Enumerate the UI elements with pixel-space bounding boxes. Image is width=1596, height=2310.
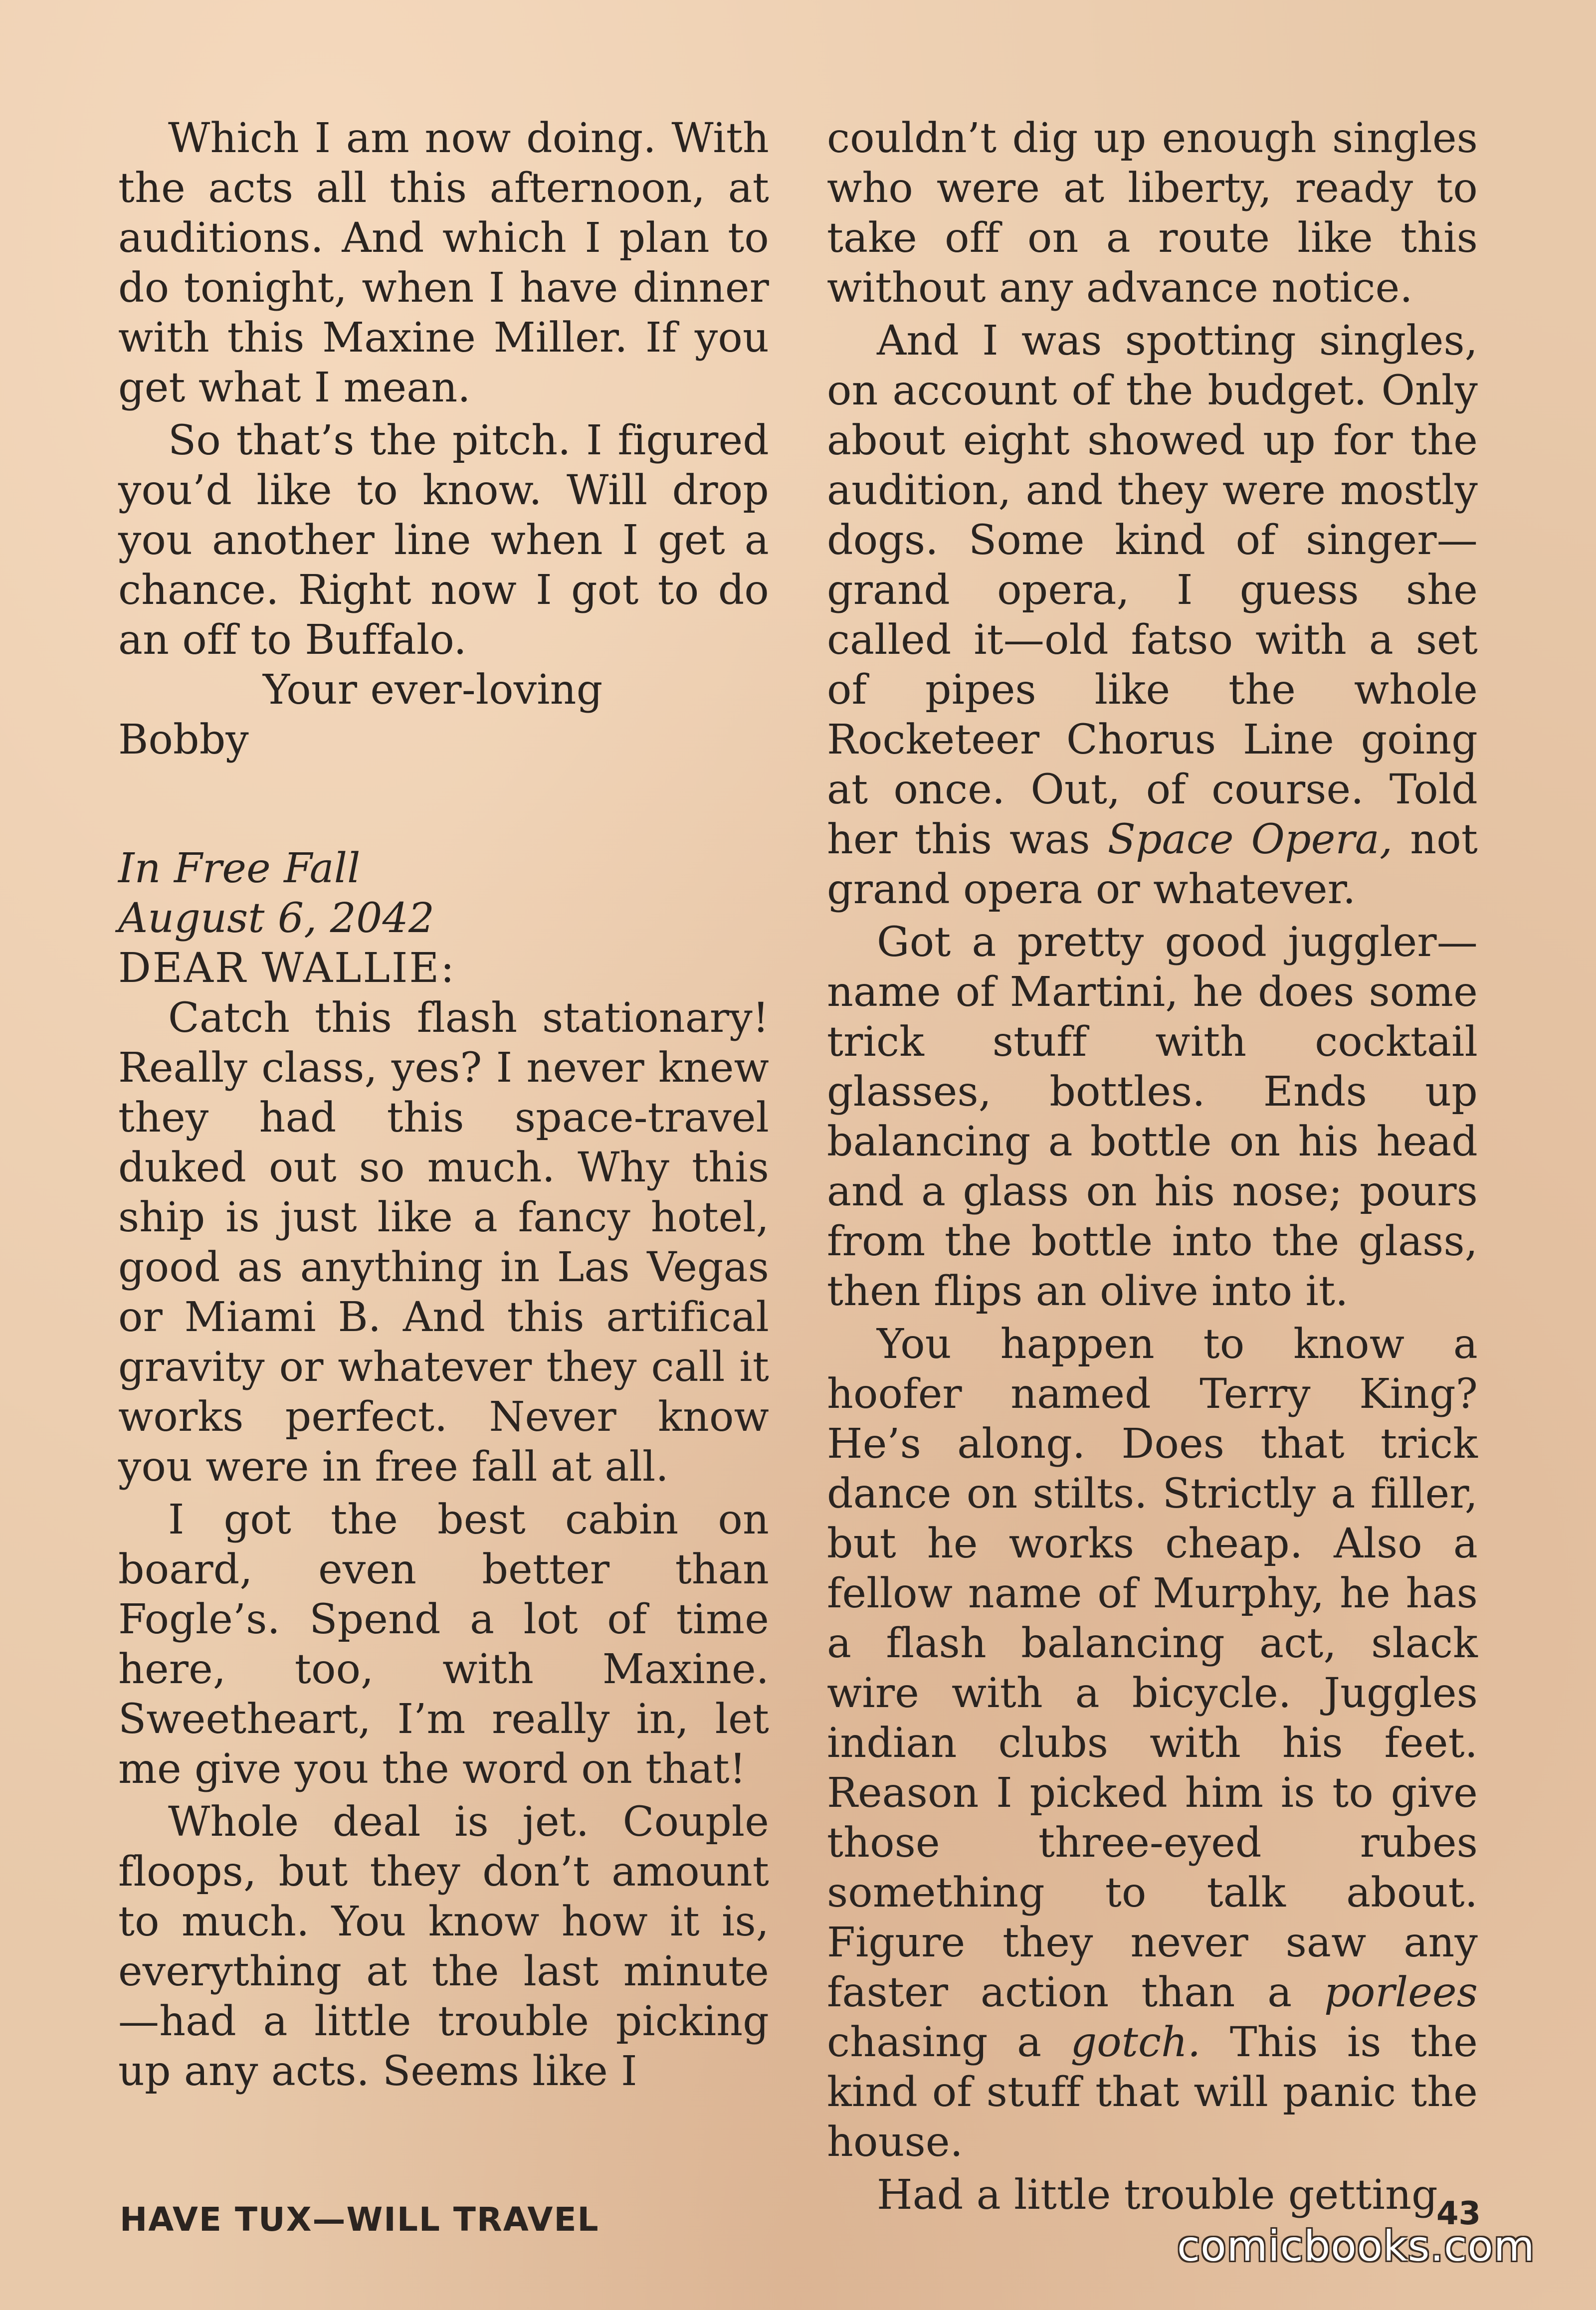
text-run: This is the kind of stuff that will panic the house. <box>827 2019 1478 2166</box>
salutation: DEAR WALLIE: <box>118 945 456 992</box>
text-run: You happen to know a hoofer named Terry King? He’s along. Does that trick dance on stilts. Strictly a filler, but he works cheap. Also a fellow name of Murphy, he has a flash balancing act, slack wire with a bicycle. Juggles indian clubs with his feet. Reason I picked him is to give those three-eyed rubes something to talk about. Figure they never saw any faster action than a <box>827 1321 1478 2016</box>
paragraph: Which I am now doing. With the acts all this afternoon, at auditions. And which I plan to do tonight, when I have dinner with this Maxine Miller. If you get what I mean. <box>118 115 769 411</box>
italic-text: Space Opera, <box>1107 816 1393 863</box>
paragraph: So that’s the pitch. I figured you’d like to know. Will drop you another line when I get a chance. Right now I got to do an off to Buffalo. <box>118 417 769 664</box>
paragraph: couldn’t dig up enough singles who were at liberty, ready to take off on a route like this without any advance notice. <box>827 115 1478 312</box>
paragraph: Whole deal is jet. Couple floops, but they don’t amount to much. You know how it is, everything at the last minute —had a little trouble picking up any acts. Seems like I <box>118 1798 769 2095</box>
right-column <box>827 114 1478 2220</box>
paragraph: Had a little trouble getting <box>877 2171 1438 2219</box>
letter-signature: Bobby <box>118 716 249 764</box>
text-run: not grand opera or whatever. <box>827 816 1478 913</box>
page-number: 43 <box>1436 2195 1481 2232</box>
italic-text: porlees <box>1324 1969 1478 2016</box>
italic-text: gotch. <box>1070 2019 1201 2066</box>
text-run: chasing a <box>827 2019 1071 2066</box>
paragraph: Catch this flash stationary! Really class, yes? I never knew they had this space-travel duked out so much. Why this ship is just like a fancy hotel, good as anything in Las Vegas or Miami B. And this artifical gravity or whatever they call it works perfect. Never know you were in free fall at all. <box>118 994 769 1491</box>
dateline-place: In Free Fall <box>118 845 361 892</box>
paragraph: I got the best cabin on board, even better than Fogle’s. Spend a lot of time here, too, with Maxine. Sweetheart, I’m really in, let me give you the word on that! <box>118 1496 769 1793</box>
paragraph <box>827 1320 1478 2167</box>
dateline-date: August 6, 2042 <box>118 895 435 942</box>
letter-closing: Your ever-loving <box>263 666 603 714</box>
text-run: And I was spotting singles, on account of the budget. Only about eight showed up for the audition, and they were mostly dogs. Some kind of singer—grand opera, I guess she called it—old fatso with a set of pipes like the whole Rocketeer Chorus Line going at once. Out, of course. Told her this was <box>827 317 1478 863</box>
watermark: comicbooks.com <box>1177 2222 1535 2271</box>
running-footer-title: HAVE TUX—WILL TRAVEL <box>120 2200 599 2239</box>
paragraph: Got a pretty good juggler—name of Martini, he does some trick stuff with cocktail glasses, bottles. Ends up balancing a bottle on his head and a glass on his nose; pours from the bottle into the glass, then flips an olive into it. <box>827 919 1478 1315</box>
paragraph <box>827 316 1478 915</box>
left-column <box>118 114 769 2097</box>
